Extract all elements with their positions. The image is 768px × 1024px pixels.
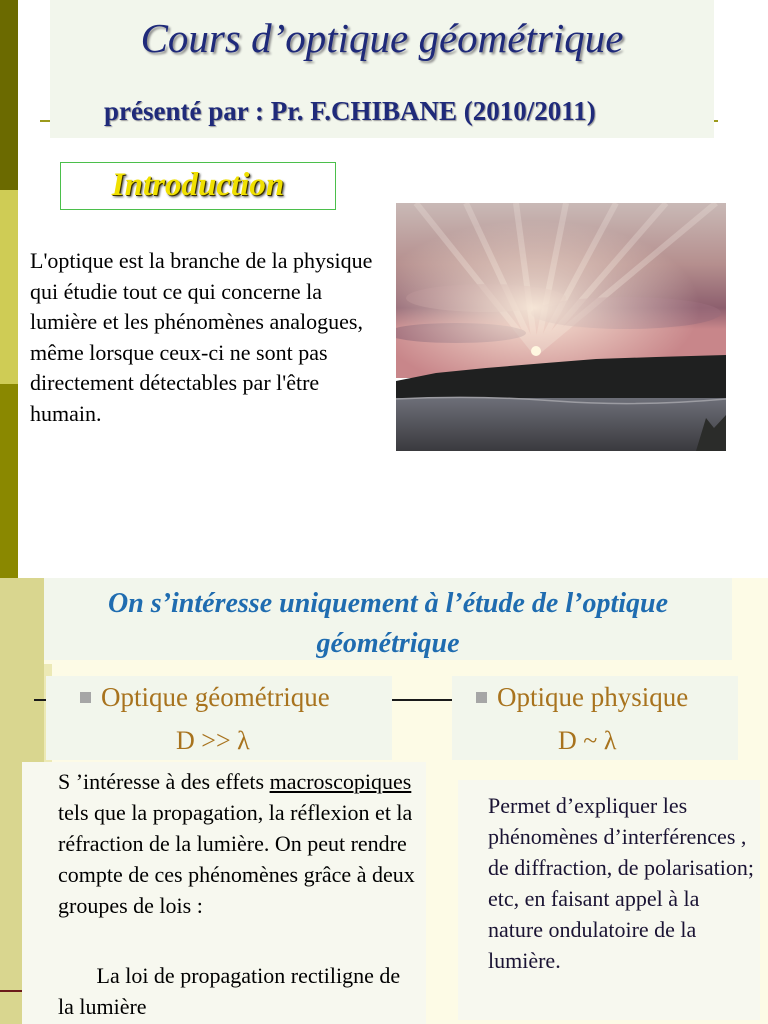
left-bar-mid bbox=[0, 384, 18, 578]
physical-optics-box bbox=[452, 676, 738, 760]
desc-part: tels que la propagation, la réflexion et la réfraction de la lumière. On peut rendre compte de ces phénomènes grâce à deux groupes de lois : bbox=[58, 800, 415, 918]
geometric-optics-condition: D >> λ bbox=[176, 726, 250, 755]
section-heading-box bbox=[60, 162, 336, 210]
left-bar-light bbox=[0, 190, 18, 384]
connector-line-middle bbox=[392, 699, 452, 701]
slide-title: Cours d’optique géométrique bbox=[140, 15, 624, 61]
propagation-law bbox=[58, 960, 418, 1022]
sunset-photo bbox=[396, 203, 726, 451]
physical-optics-description-box bbox=[458, 780, 760, 1020]
geometric-optics-description bbox=[58, 766, 418, 921]
square-bullet-icon bbox=[80, 692, 91, 703]
square-bullet-icon bbox=[476, 692, 487, 703]
physical-optics-label: Optique physique bbox=[497, 682, 689, 712]
physical-optics-condition: D ~ λ bbox=[558, 726, 617, 755]
connector-line-left bbox=[34, 699, 46, 701]
propagation-law-text: La loi de propagation rectiligne de la lumière bbox=[58, 963, 401, 1019]
intro-paragraph: L'optique est la branche de la physique qui étudie tout ce qui concerne la lumière et les phénomènes analogues, même lorsque ceux-ci ne sont pas directement détectables par l'être humain. bbox=[30, 248, 373, 426]
physical-optics-description: Permet d’expliquer les phénomènes d’interférences , de diffraction, de polarisation; etc, en faisant appel à la nature ondulatoire de la lumière. bbox=[488, 793, 754, 973]
desc-part: S ’intéresse à des effets bbox=[58, 769, 270, 794]
geometric-optics-box bbox=[46, 676, 392, 760]
slide-headline: On s’intéresse uniquement à l’étude de l’optique géométrique bbox=[108, 588, 668, 659]
geometric-optics-description-box bbox=[22, 762, 426, 1024]
slide-subtitle: présenté par : Pr. F.CHIBANE (2010/2011) bbox=[104, 96, 596, 126]
left-bar-dark bbox=[0, 0, 18, 190]
slide-geometric-optics bbox=[0, 578, 768, 1024]
section-heading: Introduction bbox=[111, 167, 285, 203]
title-box bbox=[50, 0, 714, 138]
geometric-optics-label: Optique géométrique bbox=[101, 682, 330, 712]
physical-optics-title bbox=[476, 682, 688, 713]
headline-box bbox=[44, 578, 732, 660]
bottom-rule bbox=[0, 990, 22, 992]
desc-underlined: macroscopiques bbox=[269, 769, 412, 794]
geometric-optics-title bbox=[80, 682, 330, 713]
